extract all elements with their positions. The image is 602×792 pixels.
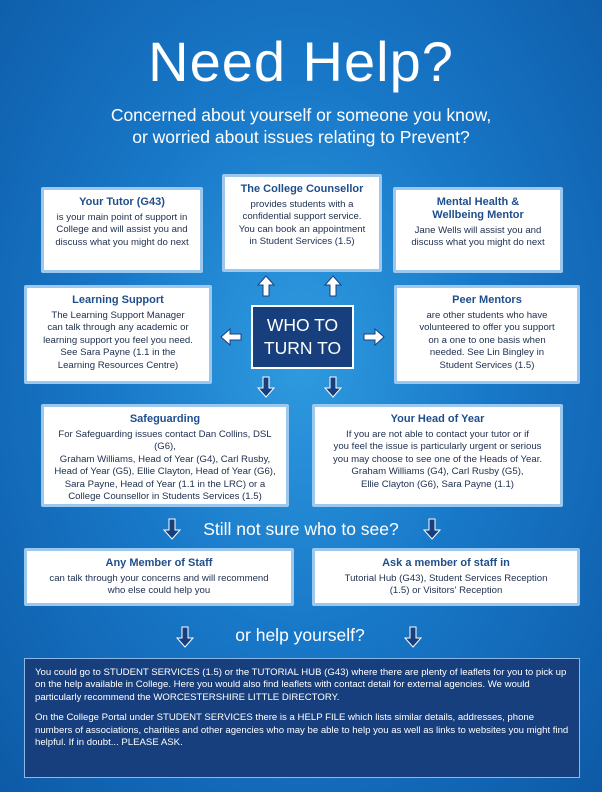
self-help-paragraph-2: On the College Portal under STUDENT SERVICES there is a HELP FILE which lists similar details, addresses, phone numbers of associations, charities and other agencies who may be able to help you as well as links to websites you might find helpful. If in doubt... PLEASE ASK. (35, 712, 569, 749)
who-to-turn-to-line-1: WHO TO (266, 315, 339, 335)
who-to-turn-to (251, 305, 354, 369)
peer-mentors-box (394, 285, 580, 384)
mental-health-heading: Mental Health & Wellbeing Mentor (432, 196, 524, 221)
arrow-down-icon (257, 376, 275, 398)
self-help-paragraph-1: You could go to STUDENT SERVICES (1.5) or the TUTORIAL HUB (G43) where there are plenty of leaflets for you to pick up on the help available in College. Here you would also find leaflets with contact detail for external agencies. We would particularly recommend the WORCESTERSHIRE LITTLE DIRECTORY. (35, 667, 567, 703)
mental-health-box (393, 187, 563, 273)
ask-staff-box (312, 548, 580, 606)
page-title: Need Help? (148, 30, 454, 93)
peer-mentors-body: are other students who have volunteered to offer you support on a one to one basis when needed. See Lin Bingley in Student Services (1.5) (419, 310, 555, 371)
learning-support-box (24, 285, 212, 384)
tutor-box (41, 187, 203, 273)
safeguarding-body: For Safeguarding issues contact Dan Collins, DSL (G6), Graham Williams, Head of Year (G4), Carl Rusby, Head of Year (G5), Ellie Clayton, Head of Year (G6), Sara Payne, Head of Year (1.1 in the LRC) or a College Counsellor in Students Services (1.5) (54, 429, 276, 503)
learning-support-heading: Learning Support (72, 294, 164, 306)
arrow-left-icon (220, 328, 242, 346)
who-to-turn-to-line-2: TURN TO (263, 338, 342, 358)
safeguarding-box (41, 404, 289, 507)
help-yourself-text: or help yourself? (235, 625, 365, 645)
head-of-year-heading: Your Head of Year (390, 413, 485, 425)
tutor-heading: Your Tutor (G43) (79, 196, 165, 208)
arrow-down-icon (423, 518, 441, 540)
any-member-staff-heading: Any Member of Staff (105, 557, 213, 569)
arrow-up-icon (324, 275, 342, 297)
arrow-down-icon (176, 626, 194, 648)
any-member-staff-box (24, 548, 294, 606)
any-member-staff-body: can talk through your concerns and will recommend who else could help you (49, 573, 269, 597)
still-not-sure-text: Still not sure who to see? (203, 519, 399, 539)
mental-health-body: Jane Wells will assist you and discuss what you might do next (411, 225, 545, 249)
self-help-info-panel (24, 658, 580, 778)
ask-staff-heading: Ask a member of staff in (382, 557, 510, 569)
arrow-down-icon (404, 626, 422, 648)
counsellor-body: provides students with a confidential support service. You can book an appointment in Student Services (1.5) (238, 199, 366, 248)
tutor-body: is your main point of support in College and will assist you and discuss what you might do next (55, 212, 189, 248)
arrow-up-icon (257, 275, 275, 297)
arrow-down-icon (324, 376, 342, 398)
subtitle-line-2: or worried about issues relating to Prevent? (132, 127, 470, 147)
arrow-down-icon (163, 518, 181, 540)
ask-staff-body: Tutorial Hub (G43), Student Services Reception (1.5) or Visitors' Reception (344, 573, 548, 597)
subtitle-line-1: Concerned about yourself or someone you know, (110, 105, 492, 125)
head-of-year-body: If you are not able to contact your tutor or if you feel the issue is particularly urgent or serious you may choose to see one of the Heads of Year. Graham Williams (G4), Carl Rusby (G5), Ellie Clayton (G6), Sara Payne (1.1) (332, 429, 543, 490)
counsellor-heading: The College Counsellor (240, 183, 364, 195)
page-subtitle (0, 104, 602, 148)
arrow-right-icon (363, 328, 385, 346)
head-of-year-box (312, 404, 563, 507)
peer-mentors-heading: Peer Mentors (452, 294, 522, 306)
counsellor-box (222, 174, 382, 272)
safeguarding-heading: Safeguarding (129, 413, 201, 425)
learning-support-body: The Learning Support Manager can talk through any academic or learning support you feel you need. See Sara Payne (1.1 in the Learning Resources Centre) (43, 310, 193, 371)
